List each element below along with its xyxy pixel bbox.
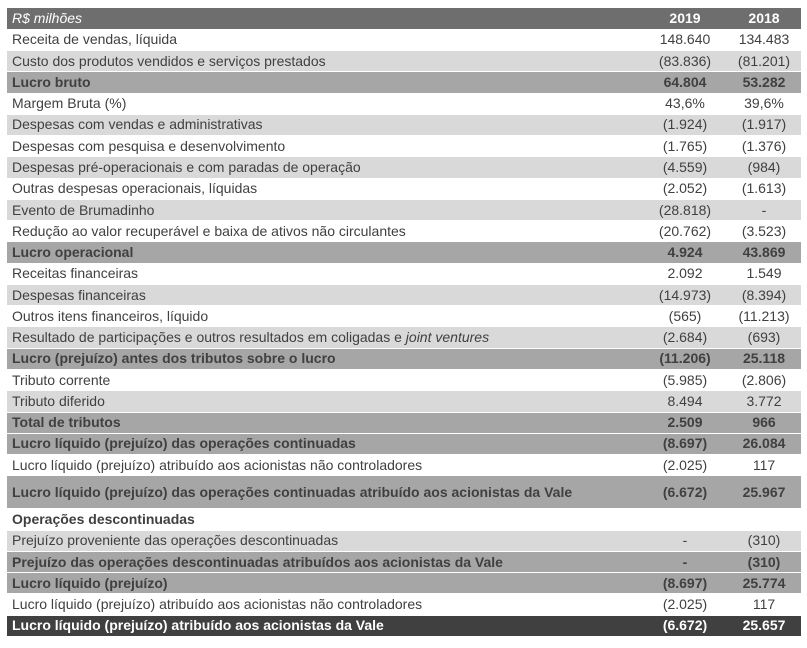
row-label xyxy=(7,29,643,50)
row-value-2018 xyxy=(727,509,801,530)
row-label xyxy=(7,433,643,454)
row-label-text: Outras despesas operacionais, líquidas xyxy=(12,180,258,197)
row-label-text: Despesas com vendas e administrativas xyxy=(12,116,263,133)
row-value-2018: (1.376) xyxy=(727,136,801,157)
row-label xyxy=(7,327,643,348)
row-value-2018: 966 xyxy=(727,412,801,433)
table-row xyxy=(7,551,801,572)
row-value-2019: (1.924) xyxy=(643,114,727,135)
income-statement-table xyxy=(7,8,801,637)
row-value-2018: 39,6% xyxy=(727,93,801,114)
row-label-text: Lucro líquido (prejuízo) das operações continuadas atribuído aos acionistas da Vale xyxy=(12,483,573,500)
row-value-2018: (310) xyxy=(727,530,801,551)
row-label xyxy=(7,178,643,199)
row-label xyxy=(7,136,643,157)
row-value-2018: (3.523) xyxy=(727,221,801,242)
table-row xyxy=(7,455,801,476)
table-row xyxy=(7,433,801,454)
row-value-2018: (693) xyxy=(727,327,801,348)
row-value-2018: (2.806) xyxy=(727,370,801,391)
row-label-text: Lucro líquido (prejuízo) xyxy=(12,574,168,591)
row-value-2019: (11.206) xyxy=(643,348,727,369)
row-label-text: Lucro líquido (prejuízo) atribuído aos acionistas não controladores xyxy=(12,456,423,473)
row-label xyxy=(7,530,643,551)
row-value-2018: (81.201) xyxy=(727,51,801,72)
row-label-text: Margem Bruta (%) xyxy=(12,95,127,112)
row-label xyxy=(7,594,643,615)
table-row xyxy=(7,72,801,93)
row-label xyxy=(7,573,643,594)
row-label xyxy=(7,615,643,636)
table-row xyxy=(7,412,801,433)
row-label xyxy=(7,509,643,530)
table-row xyxy=(7,263,801,284)
table-row xyxy=(7,348,801,369)
table-row xyxy=(7,29,801,50)
table-row xyxy=(7,509,801,530)
row-label xyxy=(7,93,643,114)
row-value-2019: (2.684) xyxy=(643,327,727,348)
income-statement-body xyxy=(7,8,801,636)
table-row xyxy=(7,615,801,636)
table-row xyxy=(7,476,801,509)
header-2018: 2018 xyxy=(727,8,801,29)
table-row xyxy=(7,178,801,199)
row-label xyxy=(7,157,643,178)
row-label xyxy=(7,263,643,284)
table-row xyxy=(7,391,801,412)
row-value-2018: (8.394) xyxy=(727,284,801,305)
row-label-text: Receita de vendas, líquida xyxy=(12,31,177,48)
row-value-2019 xyxy=(643,509,727,530)
row-value-2018: (11.213) xyxy=(727,306,801,327)
row-label xyxy=(7,370,643,391)
row-label xyxy=(7,51,643,72)
row-value-2018: 117 xyxy=(727,594,801,615)
row-value-2018: 53.282 xyxy=(727,72,801,93)
row-label-text: Lucro líquido (prejuízo) das operações continuadas xyxy=(12,435,356,452)
row-label-text: Prejuízo proveniente das operações descontinuadas xyxy=(12,532,339,549)
row-value-2019: (83.836) xyxy=(643,51,727,72)
row-value-2019: 8.494 xyxy=(643,391,727,412)
table-row xyxy=(7,93,801,114)
row-value-2019: (1.765) xyxy=(643,136,727,157)
row-value-2019: (4.559) xyxy=(643,157,727,178)
row-value-2018: 25.118 xyxy=(727,348,801,369)
table-row xyxy=(7,327,801,348)
row-value-2018: 26.084 xyxy=(727,433,801,454)
row-value-2018: 1.549 xyxy=(727,263,801,284)
row-label-text: Operações descontinuadas xyxy=(12,510,195,527)
row-value-2019: (565) xyxy=(643,306,727,327)
table-row xyxy=(7,530,801,551)
row-value-2018: (984) xyxy=(727,157,801,178)
row-value-2018: 3.772 xyxy=(727,391,801,412)
row-value-2018: 25.967 xyxy=(727,476,801,509)
row-label-text: Evento de Brumadinho xyxy=(12,201,155,218)
table-row xyxy=(7,594,801,615)
row-label xyxy=(7,551,643,572)
table-row xyxy=(7,51,801,72)
row-label-text: Lucro bruto xyxy=(12,73,91,90)
row-label xyxy=(7,221,643,242)
row-label-text: Tributo corrente xyxy=(12,371,111,388)
row-value-2018: 25.657 xyxy=(727,615,801,636)
row-label xyxy=(7,114,643,135)
row-label xyxy=(7,199,643,220)
row-label-text: Outros itens financeiros, líquido xyxy=(12,307,209,324)
row-value-2019: (5.985) xyxy=(643,370,727,391)
row-label-text: Resultado de participações e outros resultados em coligadas e xyxy=(12,329,406,346)
row-value-2019: (14.973) xyxy=(643,284,727,305)
row-value-2019: 43,6% xyxy=(643,93,727,114)
row-label-text: Lucro líquido (prejuízo) atribuído aos acionistas não controladores xyxy=(12,596,423,613)
row-value-2019: (2.025) xyxy=(643,594,727,615)
table-row xyxy=(7,573,801,594)
row-value-2019: - xyxy=(643,551,727,572)
row-label-text: Tributo diferido xyxy=(12,392,105,409)
row-value-2019: (6.672) xyxy=(643,615,727,636)
row-value-2019: (2.052) xyxy=(643,178,727,199)
table-row xyxy=(7,157,801,178)
row-label-italic-text: joint ventures xyxy=(405,329,490,346)
row-label-text: Lucro (prejuízo) antes dos tributos sobre o lucro xyxy=(12,350,336,367)
row-label-text: Redução ao valor recuperável e baixa de ativos não circulantes xyxy=(12,222,406,239)
row-value-2019: (28.818) xyxy=(643,199,727,220)
row-label-text: Total de tributos xyxy=(12,414,121,431)
table-row xyxy=(7,114,801,135)
row-label-text: Custo dos produtos vendidos e serviços prestados xyxy=(12,52,326,69)
table-row xyxy=(7,199,801,220)
row-value-2019: (2.025) xyxy=(643,455,727,476)
row-value-2019: (6.672) xyxy=(643,476,727,509)
row-label-text: Lucro operacional xyxy=(12,244,134,261)
row-value-2019: 2.092 xyxy=(643,263,727,284)
table-row xyxy=(7,306,801,327)
row-value-2018: (1.613) xyxy=(727,178,801,199)
row-label-text: Receitas financeiras xyxy=(12,265,139,282)
table-header-row xyxy=(7,8,801,29)
row-value-2019: (20.762) xyxy=(643,221,727,242)
row-label-text: Despesas financeiras xyxy=(12,286,146,303)
row-label xyxy=(7,391,643,412)
row-value-2019: 2.509 xyxy=(643,412,727,433)
table-row xyxy=(7,370,801,391)
row-label-text: Despesas pré-operacionais e com paradas de operação xyxy=(12,158,361,175)
table-row xyxy=(7,242,801,263)
row-value-2018: 134.483 xyxy=(727,29,801,50)
row-label xyxy=(7,284,643,305)
row-value-2019: 148.640 xyxy=(643,29,727,50)
table-row xyxy=(7,136,801,157)
row-label-text: Lucro líquido (prejuízo) atribuído aos acionistas da Vale xyxy=(12,617,384,634)
row-label xyxy=(7,455,643,476)
row-label xyxy=(7,242,643,263)
row-label xyxy=(7,306,643,327)
header-unit-label: R$ milhões xyxy=(7,8,643,29)
row-value-2019: (8.697) xyxy=(643,573,727,594)
row-value-2018: 25.774 xyxy=(727,573,801,594)
row-label xyxy=(7,348,643,369)
table-row xyxy=(7,221,801,242)
header-2019: 2019 xyxy=(643,8,727,29)
row-value-2018: (310) xyxy=(727,551,801,572)
row-value-2018: (1.917) xyxy=(727,114,801,135)
row-label xyxy=(7,72,643,93)
row-label xyxy=(7,476,643,509)
table-row xyxy=(7,284,801,305)
row-value-2018: - xyxy=(727,199,801,220)
row-label-text: Despesas com pesquisa e desenvolvimento xyxy=(12,137,286,154)
row-value-2019: 4.924 xyxy=(643,242,727,263)
row-label xyxy=(7,412,643,433)
row-value-2019: - xyxy=(643,530,727,551)
row-value-2019: (8.697) xyxy=(643,433,727,454)
row-label-text: Prejuízo das operações descontinuadas atribuídos aos acionistas da Vale xyxy=(12,553,503,570)
row-value-2018: 117 xyxy=(727,455,801,476)
row-value-2018: 43.869 xyxy=(727,242,801,263)
row-value-2019: 64.804 xyxy=(643,72,727,93)
